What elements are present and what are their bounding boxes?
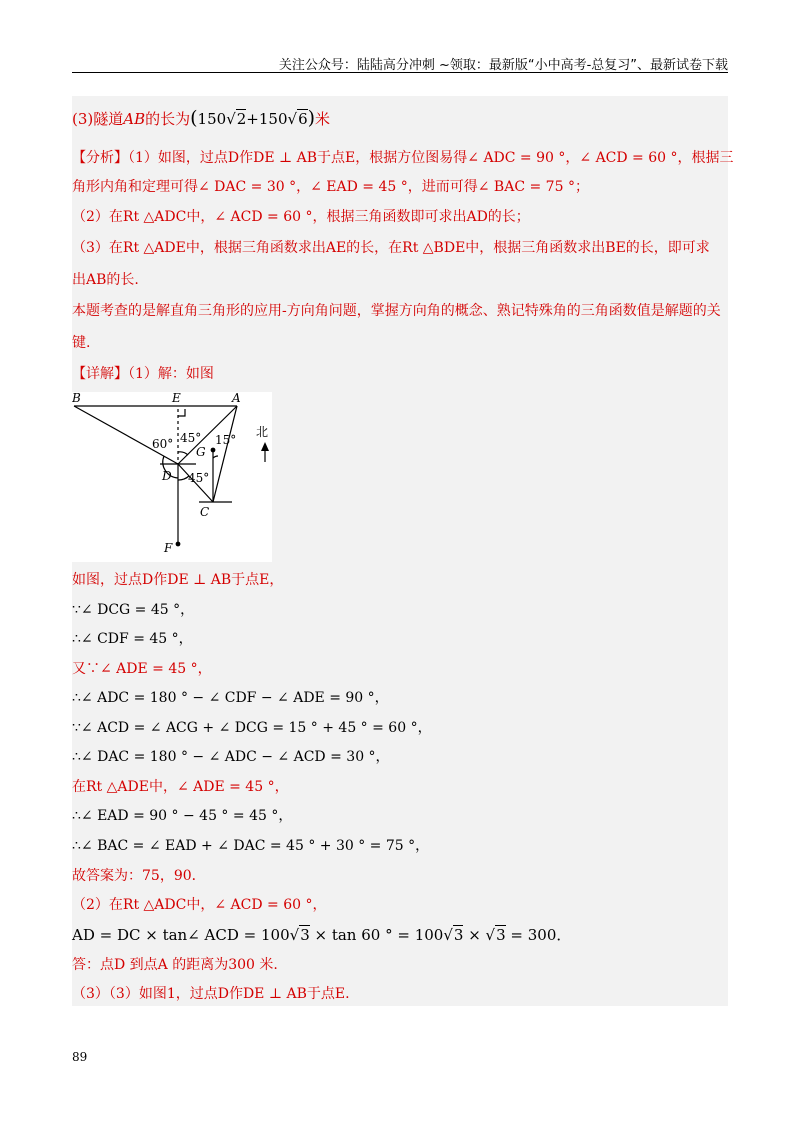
- radicand-2: 6: [298, 110, 308, 128]
- analysis-line-2: 角形内角和定理可得∠ DAC = 30 °，∠ EAD = 45 °，进而可得∠ BAC = 75 °；: [72, 179, 589, 195]
- open-paren: (: [190, 107, 198, 129]
- sqrt-sign-3: √: [289, 926, 300, 944]
- label-angle-45-top: 45°: [180, 431, 202, 445]
- radicand-4: 3: [453, 926, 464, 944]
- solution-line-9: ∴∠ EAD = 90 ° − 45 ° = 45 °，: [72, 808, 293, 824]
- point-g-dot: [211, 448, 216, 453]
- solution-line-7: ∴∠ DAC = 180 ° − ∠ ADC − ∠ ACD = 30 °，: [72, 749, 390, 765]
- eq-part-a: AD = DC × tan∠ ACD = 100: [72, 926, 290, 944]
- solution-line-14: 答：点D 到点A 的距离为300 米.: [72, 957, 278, 973]
- figure-svg: [72, 392, 272, 562]
- page-header: 关注公众号：陆陆高分冲刺 ~领取：最新版“小中高考-总复习”、最新试卷下载: [278, 58, 728, 73]
- solution-line-3: ∴∠ CDF = 45 °，: [72, 631, 193, 647]
- answer-prefix: (3)隧道: [72, 110, 124, 128]
- solution-line-13: [72, 925, 571, 945]
- answer-mid: 的长为: [145, 110, 191, 128]
- detail-title: 【详解】（1）解：如图: [72, 366, 214, 382]
- north-arrow-icon: [261, 442, 269, 451]
- line-bd: [74, 406, 178, 464]
- part3-answer: [72, 108, 330, 129]
- segment-ab: AB: [123, 110, 146, 128]
- label-e: E: [172, 392, 181, 405]
- solution-line-12: （2）在Rt △ADC中，∠ ACD = 60 °，: [72, 897, 327, 913]
- solution-line-15: （3）（3）如图1，过点D作DE ⊥ AB于点E.: [72, 986, 350, 1002]
- analysis-line-6: 本题考查的是解直角三角形的应用-方向角问题，掌握方向角的概念、熟记特殊角的三角函数值是解题的关: [72, 303, 721, 319]
- plus-sign: +: [246, 110, 259, 128]
- arc-45-top: [178, 452, 188, 455]
- eq-part-d: = 300．: [505, 926, 572, 944]
- label-g: G: [196, 445, 206, 459]
- direction-figure: [72, 392, 272, 562]
- solution-line-10: ∴∠ BAC = ∠ EAD + ∠ DAC = 45 ° + 30 ° = 75 °，: [72, 838, 430, 854]
- close-paren: ): [307, 107, 316, 129]
- sqrt-sign-4: √: [443, 926, 453, 944]
- north-label: 北: [256, 425, 269, 439]
- page-number: 89: [72, 1050, 88, 1064]
- label-f: F: [164, 541, 173, 555]
- right-angle-mark: [178, 409, 185, 416]
- eq-part-b: × tan 60 ° = 100: [309, 926, 444, 944]
- point-f-dot: [176, 542, 181, 547]
- solution-line-1: 如图，过点D作DE ⊥ AB于点E，: [72, 572, 284, 588]
- radicand-1: 2: [236, 110, 247, 128]
- header-rule: [72, 72, 728, 73]
- sqrt-sign-2: √: [287, 110, 298, 128]
- analysis-line-1: 【分析】（1）如图，过点D作DE ⊥ AB于点E，根据方位图易得∠ ADC = 90 °，∠ ACD = 60 °，根据三: [72, 150, 734, 166]
- label-c: C: [200, 505, 210, 519]
- solution-line-4: 又∵∠ ADE = 45 °，: [72, 661, 212, 677]
- solution-line-8: 在Rt △ADE中，∠ ADE = 45 °，: [72, 779, 289, 795]
- line-ac: [213, 406, 237, 502]
- solution-line-11: 故答案为：75，90．: [72, 868, 206, 884]
- sqrt-sign-1: √: [226, 110, 236, 128]
- analysis-line-3: （2）在Rt △ADC中，∠ ACD = 60 °，根据三角函数即可求出AD的长；: [72, 209, 530, 225]
- solution-line-5: ∴∠ ADC = 180 ° − ∠ CDF − ∠ ADE = 90 °，: [72, 690, 389, 706]
- radicand-3: 3: [300, 926, 310, 944]
- label-a: A: [232, 392, 241, 405]
- arc-15: [213, 456, 218, 458]
- solution-line-2: ∵∠ DCG = 45 °，: [72, 602, 195, 618]
- analysis-line-5: 出AB的长.: [72, 272, 139, 288]
- answer-unit: 米: [315, 110, 331, 128]
- label-d: D: [162, 469, 172, 483]
- label-b: B: [72, 392, 81, 405]
- label-angle-45-low: 45°: [188, 471, 210, 485]
- eq-part-c: ×: [463, 926, 486, 944]
- label-angle-15: 15°: [215, 433, 237, 447]
- analysis-line-4: （3）在Rt △ADE中，根据三角函数求出AE的长，在Rt △BDE中，根据三角函数求出BE的长，即可求: [72, 240, 710, 256]
- solution-panel: [72, 96, 734, 1006]
- label-angle-60: 60°: [152, 437, 174, 451]
- solution-line-6: ∵∠ ACD = ∠ ACG + ∠ DCG = 15 ° + 45 ° = 60 °，: [72, 720, 432, 736]
- analysis-line-7: 键.: [72, 335, 91, 351]
- coef-2: 150: [258, 110, 288, 128]
- coef-1: 150: [197, 110, 227, 128]
- sqrt-sign-5: √: [485, 926, 496, 944]
- radicand-5: 3: [496, 926, 506, 944]
